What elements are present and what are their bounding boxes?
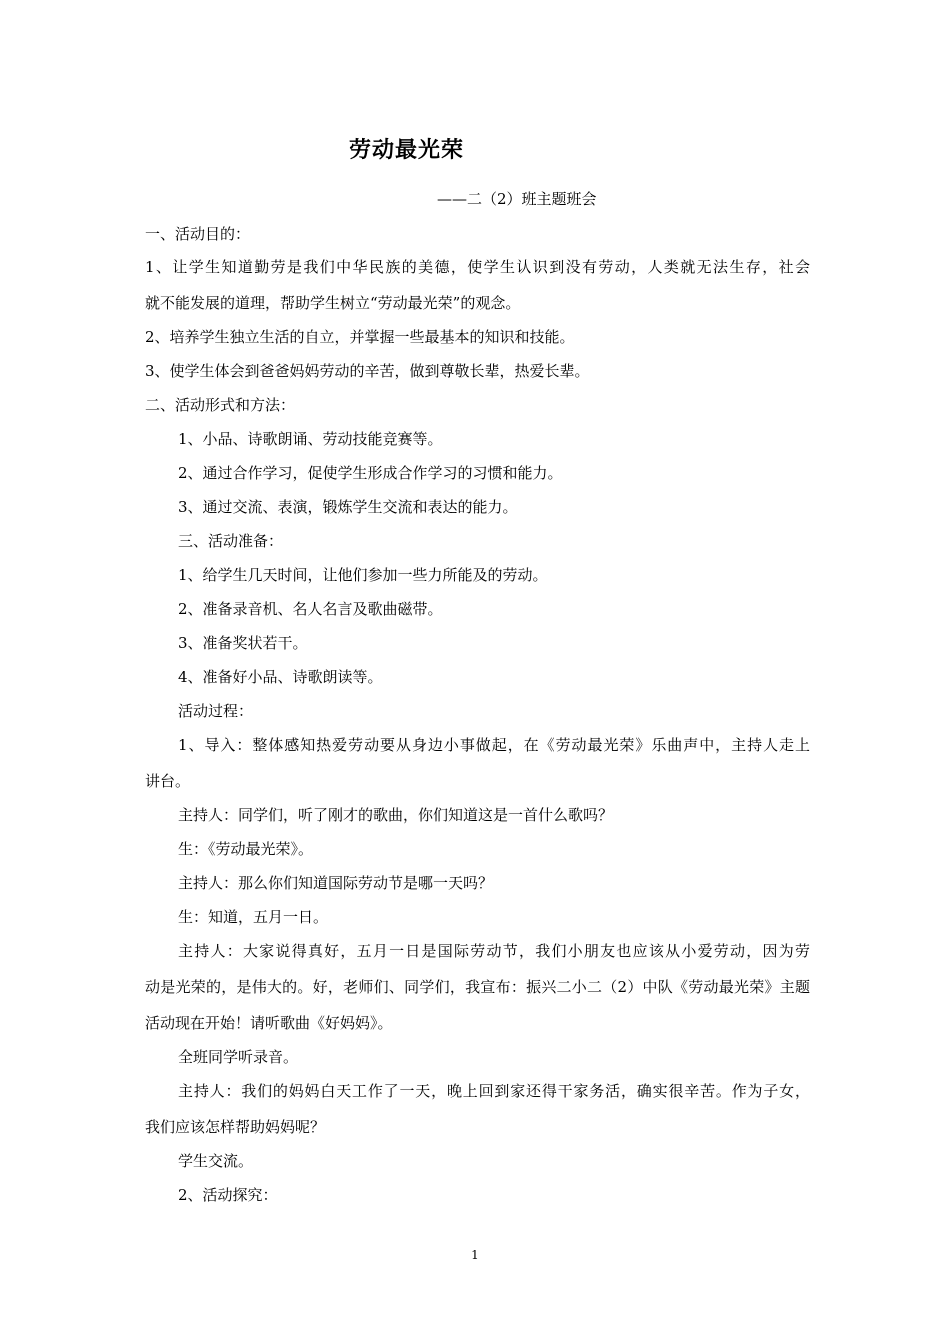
paragraph-line: 3、准备奖状若干。 [178,634,308,652]
paragraph-line: 生：《劳动最光荣》。 [178,840,314,858]
paragraph-line: 讲台。 [145,772,191,790]
section-heading-process: 活动过程： [178,702,254,720]
section-heading-methods: 二、活动形式和方法： [145,396,296,414]
document-subtitle: ——二（2）班主题班会 [437,190,597,208]
paragraph-line: 1、让学生知道勤劳是我们中华民族的美德，使学生认识到没有劳动，人类就无法生存，社会 [145,258,810,276]
paragraph-line: 主持人：那么你们知道国际劳动节是哪一天吗？ [178,874,494,892]
paragraph-line: 1、小品、诗歌朗诵、劳动技能竞赛等。 [178,430,443,448]
document-title: 劳动最光荣 [349,138,465,163]
paragraph-line: 活动现在开始！请听歌曲《好妈妈》。 [145,1014,393,1032]
paragraph-line: 主持人：我们的妈妈白天工作了一天，晚上回到家还得干家务活，确实很辛苦。作为子女， [178,1082,810,1100]
page-number: 1 [471,1248,479,1262]
paragraph-line: 主持人：同学们，听了刚才的歌曲，你们知道这是一首什么歌吗？ [178,806,614,824]
section-heading-preparation: 三、活动准备： [178,532,284,550]
paragraph-line: 1、给学生几天时间，让他们参加一些力所能及的劳动。 [178,566,548,584]
paragraph-line: 4、准备好小品、诗歌朗读等。 [178,668,383,686]
section-heading-goals: 一、活动目的： [145,225,251,243]
paragraph-line: 主持人：大家说得真好，五月一日是国际劳动节，我们小朋友也应该从小爱劳动，因为劳 [178,942,810,960]
paragraph-line: 生：知道，五月一日。 [178,908,329,926]
paragraph-line: 动是光荣的，是伟大的。好，老师们、同学们，我宣布：振兴二小二（2）中队《劳动最光荣》主题 [145,978,810,996]
paragraph-line: 2、培养学生独立生活的自立，并掌握一些最基本的知识和技能。 [145,328,575,346]
paragraph-line: 2、准备录音机、名人名言及歌曲磁带。 [178,600,443,618]
paragraph-line: 3、通过交流、表演，锻炼学生交流和表达的能力。 [178,498,518,516]
paragraph-line: 3、使学生体会到爸爸妈妈劳动的辛苦，做到尊敬长辈，热爱长辈。 [145,362,590,380]
paragraph-line: 学生交流。 [178,1152,254,1170]
section-heading-exploration: 2、活动探究： [178,1186,278,1204]
paragraph-line: 全班同学听录音。 [178,1048,299,1066]
paragraph-line: 2、通过合作学习，促使学生形成合作学习的习惯和能力。 [178,464,563,482]
paragraph-line: 就不能发展的道理，帮助学生树立“劳动最光荣”的观念。 [145,294,521,312]
paragraph-line: 1、导入：整体感知热爱劳动要从身边小事做起，在《劳动最光荣》乐曲声中，主持人走上 [178,736,810,754]
paragraph-line: 我们应该怎样帮助妈妈呢？ [145,1118,326,1136]
